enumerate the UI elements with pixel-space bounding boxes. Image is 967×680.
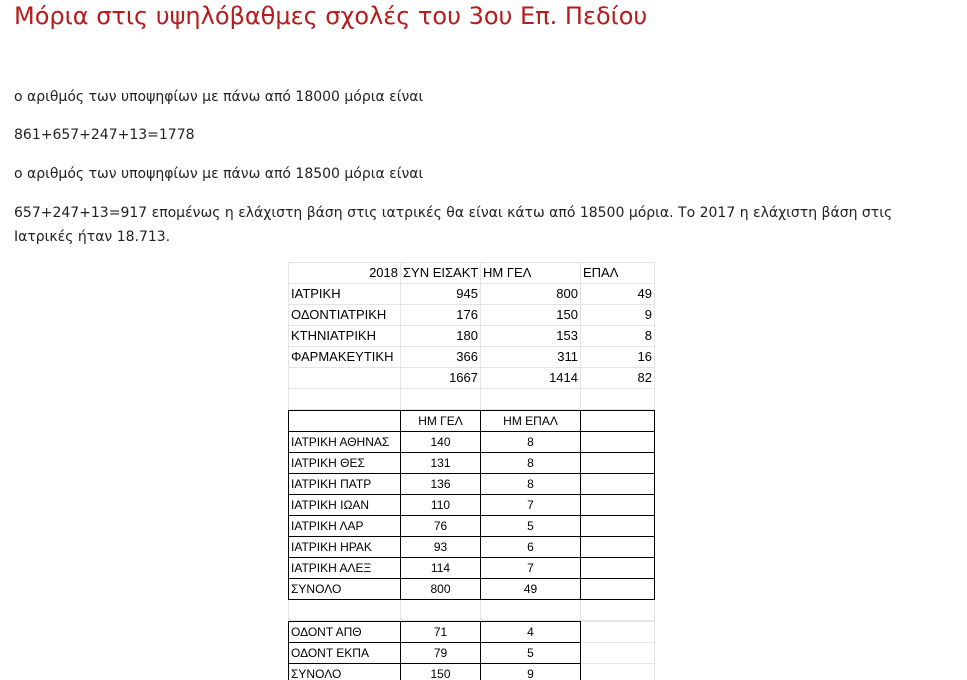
cell-epal: 7 <box>481 495 581 516</box>
cell-total: 945 <box>401 284 481 305</box>
totals-row <box>289 664 655 680</box>
school-name: ΙΑΤΡΙΚΗ <box>289 284 401 305</box>
table-row <box>289 643 655 664</box>
paragraph-sum-18000: 861+657+247+13=1778 <box>14 127 195 143</box>
totals-row <box>289 579 655 600</box>
table-row <box>289 284 655 305</box>
totals-row <box>289 368 655 389</box>
cell-epal: 16 <box>581 347 655 368</box>
cell-gel: 114 <box>401 558 481 579</box>
total-admitted-sum: 1667 <box>401 368 481 389</box>
table-header-row <box>289 411 655 432</box>
table-row <box>289 622 655 643</box>
school-name: ΙΑΤΡΙΚΗ ΛΑΡ <box>289 516 401 537</box>
header-year: 2018 <box>289 263 401 284</box>
cell-epal: 6 <box>481 537 581 558</box>
school-name: ΚΤΗΝΙΑΤΡΙΚΗ <box>289 326 401 347</box>
header-epal: ΕΠΑΛ <box>581 263 655 284</box>
school-name: ΟΔΟΝΤ ΕΚΠΑ <box>289 643 401 664</box>
header-empty <box>289 411 401 432</box>
school-name: ΙΑΤΡΙΚΗ ΙΩΑΝ <box>289 495 401 516</box>
cell-epal: 49 <box>581 284 655 305</box>
table-row <box>289 537 655 558</box>
cell-total: 180 <box>401 326 481 347</box>
header-total-admitted: ΣΥΝ ΕΙΣΑΚΤ <box>401 263 481 284</box>
cell-gel: 131 <box>401 453 481 474</box>
school-name: ΙΑΤΡΙΚΗ ΘΕΣ <box>289 453 401 474</box>
totals-label: ΣΥΝΟΛΟ <box>289 579 401 600</box>
header-day-epal: ΗΜ ΕΠΑΛ <box>481 411 581 432</box>
table-row <box>289 474 655 495</box>
table-row <box>289 558 655 579</box>
school-name: ΙΑΤΡΙΚΗ ΗΡΑΚ <box>289 537 401 558</box>
cell-total: 366 <box>401 347 481 368</box>
table-row <box>289 516 655 537</box>
header-day-gel: ΗΜ ΓΕΛ <box>401 411 481 432</box>
cell-gel: 79 <box>401 643 481 664</box>
spreadsheet-image <box>288 262 654 680</box>
cell-epal: 5 <box>481 516 581 537</box>
dental-schools-table <box>288 621 655 680</box>
cell-gel: 110 <box>401 495 481 516</box>
total-gel-sum: 800 <box>401 579 481 600</box>
paragraph-candidates-18000: ο αριθμός των υποψηφίων με πάνω από 18000 μόρια είναι <box>14 89 424 105</box>
cell-gel: 311 <box>481 347 581 368</box>
cell-gel: 800 <box>481 284 581 305</box>
total-gel-sum: 1414 <box>481 368 581 389</box>
cell-gel: 150 <box>481 305 581 326</box>
cell-epal: 8 <box>481 474 581 495</box>
header-empty <box>581 411 655 432</box>
school-name: ΟΔΟΝΤ ΑΠΘ <box>289 622 401 643</box>
spacer-row <box>289 389 655 410</box>
table-row <box>289 453 655 474</box>
paragraph-candidates-18500: ο αριθμός των υποψηφίων με πάνω από 18500 μόρια είναι <box>14 166 424 182</box>
cell-epal: 8 <box>481 453 581 474</box>
cell-gel: 136 <box>401 474 481 495</box>
admissions-table <box>288 262 655 410</box>
totals-label: ΣΥΝΟΛΟ <box>289 664 401 680</box>
cell-gel: 153 <box>481 326 581 347</box>
cell-total: 176 <box>401 305 481 326</box>
school-name: ΙΑΤΡΙΚΗ ΠΑΤΡ <box>289 474 401 495</box>
table-header-row <box>289 263 655 284</box>
total-gel-sum: 150 <box>401 664 481 680</box>
paragraph-sum-18500-conclusion: 657+247+13=917 επομένως η ελάχιστη βάση στις ιατρικές θα είναι κάτω από 18500 μόρια. Το 2017 η ελάχιστη βάση στις Ιατρικές ήταν 18.713. <box>14 205 893 245</box>
medical-schools-table <box>288 410 655 621</box>
school-name: ΙΑΤΡΙΚΗ ΑΛΕΞ <box>289 558 401 579</box>
cell-epal: 5 <box>481 643 581 664</box>
cell-epal: 8 <box>481 432 581 453</box>
spacer-row <box>289 600 655 621</box>
school-name: ΦΑΡΜΑΚΕΥΤΙΚΗ <box>289 347 401 368</box>
table-row <box>289 305 655 326</box>
cell-gel: 140 <box>401 432 481 453</box>
cell-gel: 71 <box>401 622 481 643</box>
total-epal-sum: 82 <box>581 368 655 389</box>
cell-epal: 9 <box>581 305 655 326</box>
table-row <box>289 432 655 453</box>
cell-gel: 93 <box>401 537 481 558</box>
cell-epal: 4 <box>481 622 581 643</box>
table-row <box>289 347 655 368</box>
cell-epal: 7 <box>481 558 581 579</box>
cell-gel: 76 <box>401 516 481 537</box>
table-row <box>289 495 655 516</box>
table-row <box>289 326 655 347</box>
header-day-gel: ΗΜ ΓΕΛ <box>481 263 581 284</box>
page-title: Μόρια στις υψηλόβαθμες σχολές του 3ου Επ. Πεδίου <box>14 2 648 30</box>
school-name: ΟΔΟΝΤΙΑΤΡΙΚΗ <box>289 305 401 326</box>
totals-label <box>289 368 401 389</box>
total-epal-sum: 9 <box>481 664 581 680</box>
total-epal-sum: 49 <box>481 579 581 600</box>
cell-epal: 8 <box>581 326 655 347</box>
school-name: ΙΑΤΡΙΚΗ ΑΘΗΝΑΣ <box>289 432 401 453</box>
